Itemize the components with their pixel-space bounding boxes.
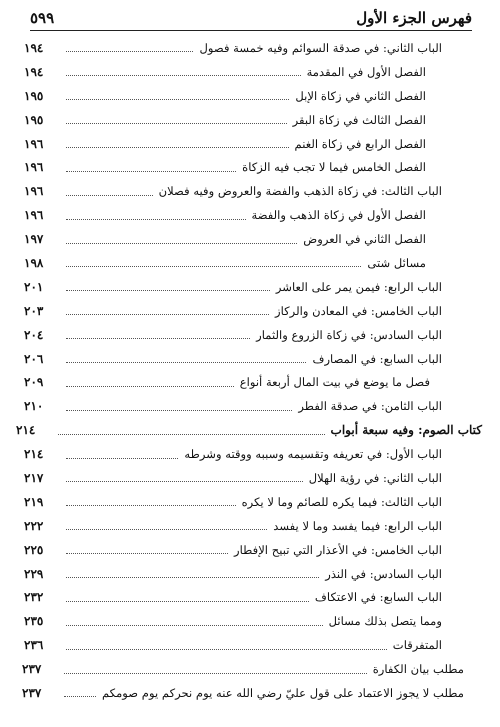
toc-entry-title: الباب الثاني: في صدقة السوائم وفيه خمسة فصول (199, 40, 442, 55)
dot-leader (66, 529, 267, 530)
toc-entry-title: الباب الرابع: فيما يفسد وما لا يفسد (273, 518, 442, 533)
dot-leader (66, 75, 301, 76)
toc-entry-title: فصل ما يوضع في بيت المال أربعة أنواع (239, 375, 430, 390)
toc-entry (0, 633, 500, 657)
dot-leader (66, 505, 236, 506)
dot-leader (66, 99, 289, 100)
toc-entry-page-number: ٢٠٤ (24, 327, 44, 342)
toc-entry (0, 681, 500, 705)
dot-leader (66, 243, 297, 244)
running-title: فهرس الجزء الأول (356, 9, 472, 27)
toc-entry-page-number: ٢١٠ (24, 399, 44, 414)
toc-entry-page-number: ١٩٦ (24, 208, 44, 223)
toc-entry (0, 323, 500, 347)
toc-entry (0, 394, 500, 418)
dot-leader (66, 195, 153, 196)
toc-entry (0, 251, 500, 275)
toc-entry-page-number: ٢٣٢ (24, 590, 44, 605)
toc-entry-title: الباب السابع: في الاعتكاف (314, 590, 442, 605)
dot-leader (66, 649, 387, 650)
toc-entry (0, 132, 500, 156)
dot-leader (66, 219, 246, 220)
toc-entry-title: الباب الخامس: في المعادن والركاز (275, 303, 442, 318)
toc-entry-title: الباب السابع: في المصارف (312, 351, 442, 366)
toc-entry (0, 657, 500, 681)
toc-entry (0, 466, 500, 490)
toc-entry-page-number: ١٩٥ (24, 112, 44, 127)
dot-leader (66, 481, 303, 482)
toc-entry-page-number: ٢٠٦ (24, 351, 44, 366)
toc-entry (0, 442, 500, 466)
toc-entry-page-number: ٢٠١ (24, 279, 44, 294)
dot-leader (66, 553, 228, 554)
toc-entry-title: الباب الثالث: فيما يكره للصائم وما لا يكره (241, 494, 442, 509)
dot-leader (66, 601, 309, 602)
toc-entry-page-number: ١٩٦ (24, 136, 44, 151)
toc-entry (0, 299, 500, 323)
toc-entry-page-number: ١٩٨ (24, 255, 44, 270)
toc-entry-page-number: ١٩٦ (24, 184, 44, 199)
dot-leader (66, 147, 289, 148)
toc-entry-title: مسائل شتى (367, 255, 426, 270)
toc-entry (0, 60, 500, 84)
dot-leader (66, 410, 292, 411)
page-number: ٥٩٩ (30, 9, 55, 27)
dot-leader (66, 458, 178, 459)
toc-entry-page-number: ٢٣٦ (24, 638, 44, 653)
toc-entry-title: الباب السادس: في النذر (325, 566, 442, 581)
dot-leader (66, 386, 234, 387)
dot-leader (66, 123, 287, 124)
toc-entry-title: الباب الثالث: في زكاة الذهب والفضة والعروض وفيه فصلان (158, 184, 442, 199)
toc-entry-page-number: ١٩٤ (24, 40, 44, 55)
toc-entry-page-number: ٢١٩ (24, 494, 44, 509)
toc-entry (0, 585, 500, 609)
toc-entry (0, 609, 500, 633)
toc-entry-page-number: ١٩٥ (24, 88, 44, 103)
toc-entry (0, 203, 500, 227)
toc-entry (0, 370, 500, 394)
dot-leader (64, 673, 367, 674)
toc-entry-page-number: ٢١٤ (16, 423, 36, 438)
toc-entry-page-number: ١٩٧ (24, 232, 44, 247)
toc-entry-title: الفصل الثاني في زكاة الإبل (295, 88, 426, 103)
toc-entry-title: الباب الثامن: في صدقة الفطر (298, 399, 442, 414)
dot-leader (66, 51, 193, 52)
toc-entry (0, 179, 500, 203)
toc-entry-title: الفصل الثاني في العروض (303, 232, 426, 247)
dot-leader (58, 434, 325, 435)
toc-entry-title: الباب الأول: في تعريفه وتقسيمه وسببه ووقته وشرطه (184, 447, 442, 462)
toc-entry-title: الفصل الأول في زكاة الذهب والفضة (251, 208, 426, 223)
toc-entry-page-number: ٢٢٩ (24, 566, 44, 581)
toc-entry-page-number: ٢٢٢ (24, 518, 44, 533)
page-header (30, 6, 472, 31)
toc-entry-page-number: ٢٠٩ (24, 375, 44, 390)
table-of-contents (0, 36, 500, 705)
toc-entry-page-number: ٢١٧ (24, 470, 44, 485)
dot-leader (64, 696, 96, 697)
dot-leader (66, 290, 270, 291)
toc-entry-title: مطلب لا يجوز الاعتماد على قول عليّ رضي الله عنه يوم نحركم يوم صومكم (101, 685, 464, 700)
dot-leader (66, 171, 236, 172)
toc-entry-page-number: ١٩٤ (24, 64, 44, 79)
dot-leader (66, 314, 269, 315)
toc-entry-title: الباب السادس: في زكاة الزروع والثمار (256, 327, 442, 342)
dot-leader (66, 625, 323, 626)
toc-entry (0, 155, 500, 179)
toc-entry-title: الباب الخامس: في الأعذار التي تبيح الإفطار (234, 542, 442, 557)
toc-entry-title: كتاب الصوم: وفيه سبعة أبواب (330, 423, 482, 438)
toc-entry (0, 418, 500, 442)
toc-entry (0, 36, 500, 60)
toc-entry-page-number: ٢٣٥ (24, 614, 44, 629)
toc-entry-title: مطلب بيان الكفارة (372, 662, 464, 677)
toc-entry-title: الفصل الخامس فيما لا تجب فيه الزكاة (242, 160, 426, 175)
toc-entry-title: الفصل الثالث في زكاة البقر (292, 112, 426, 127)
toc-entry-title: الفصل الأول في المقدمة (306, 64, 426, 79)
toc-entry-title: الباب الثاني: في رؤية الهلال (308, 470, 442, 485)
toc-entry-page-number: ٢٣٧ (22, 662, 42, 677)
toc-entry-title: الباب الرابع: فيمن يمر على العاشر (275, 279, 442, 294)
dot-leader (66, 577, 319, 578)
toc-entry-page-number: ٢٣٧ (22, 685, 42, 700)
toc-entry (0, 108, 500, 132)
toc-entry (0, 514, 500, 538)
toc-entry (0, 538, 500, 562)
toc-entry-page-number: ٢١٤ (24, 447, 44, 462)
toc-entry-page-number: ٢٢٥ (24, 542, 44, 557)
toc-entry-title: الفصل الرابع في زكاة الغنم (294, 136, 426, 151)
toc-entry-title: المتفرقات (392, 638, 442, 653)
toc-entry (0, 562, 500, 586)
toc-entry-page-number: ١٩٦ (24, 160, 44, 175)
toc-entry (0, 347, 500, 371)
toc-entry (0, 275, 500, 299)
toc-entry (0, 490, 500, 514)
dot-leader (66, 362, 306, 363)
toc-entry (0, 227, 500, 251)
toc-entry-title: ومما يتصل بذلك مسائل (328, 614, 442, 629)
dot-leader (66, 266, 361, 267)
toc-entry (0, 84, 500, 108)
toc-entry-page-number: ٢٠٣ (24, 303, 44, 318)
dot-leader (66, 338, 250, 339)
